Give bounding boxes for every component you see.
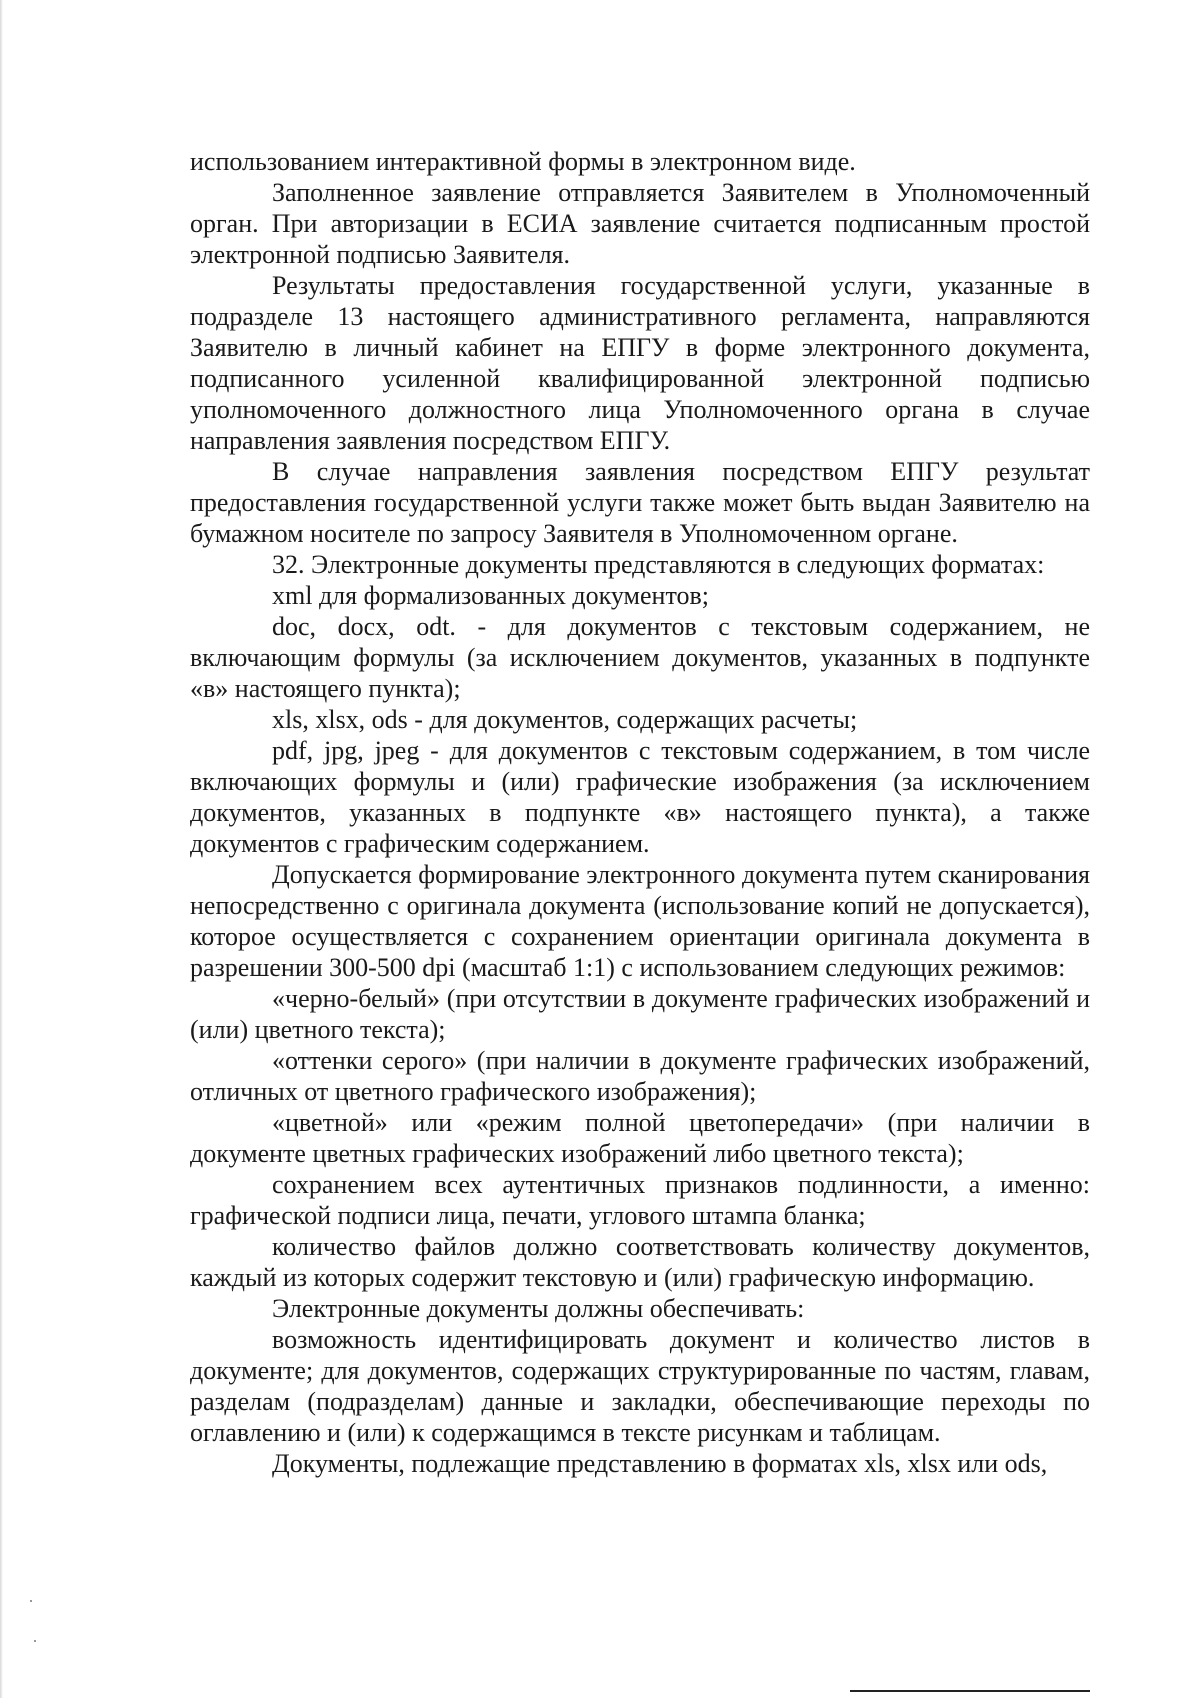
paragraph: сохранением всех аутентичных признаков подлинности, а именно: графической подписи лица, печати, углового штампа бланка;	[190, 1170, 1090, 1230]
paragraph: Электронные документы должны обеспечивать:	[272, 1294, 805, 1323]
scan-speck	[34, 1640, 36, 1642]
paragraph: Заполненное заявление отправляется Заявителем в Уполномоченный орган. При авторизации в ЕСИА заявление считается подписанным простой электронной подписью Заявителя.	[190, 178, 1090, 269]
paragraph: Документы, подлежащие представлению в форматах xls, xlsx или ods,	[272, 1449, 1048, 1478]
paragraph: использованием интерактивной формы в электронном виде.	[190, 147, 856, 176]
bottom-rule	[850, 1690, 1090, 1692]
paragraph: xls, xlsx, ods - для документов, содержащих расчеты;	[272, 705, 858, 734]
paragraph: doc, docx, odt. - для документов с текстовым содержанием, не включающим формулы (за исключением документов, указанных в подпункте «в» настоящего пункта);	[190, 612, 1090, 703]
paragraph: «цветной» или «режим полной цветопередачи» (при наличии в документе цветных графических изображений либо цветного текста);	[190, 1108, 1090, 1168]
paragraph: возможность идентифицировать документ и количество листов в документе; для документов, содержащих структурированные по частям, главам, разделам (подразделам) данные и закладки, обеспечивающие переходы по оглавлению и (или) к содержащимся в тексте рисункам и таблицам.	[190, 1325, 1090, 1447]
paragraph: pdf, jpg, jpeg - для документов с текстовым содержанием, в том числе включающих формулы и (или) графические изображения (за исключением документов, указанных в подпункте «в» настоящего пункта), а также документов с графическим содержанием.	[190, 736, 1090, 858]
paragraph: Результаты предоставления государственной услуги, указанные в подразделе 13 настоящего административного регламента, направляются Заявителю в личный кабинет на ЕПГУ в форме электронного документа, подписанного усиленной квалифицированной электронной подписью уполномоченного должностного лица Уполномоченного органа в случае направления заявления посредством ЕПГУ.	[190, 271, 1090, 455]
paragraph: Допускается формирование электронного документа путем сканирования непосредственно с оригинала документа (использование копий не допускается), которое осуществляется с сохранением ориентации оригинала документа в разрешении 300-500 dpi (масштаб 1:1) с использованием следующих режимов:	[190, 860, 1090, 982]
paragraph: В случае направления заявления посредством ЕПГУ результат предоставления государственной услуги также может быть выдан Заявителю на бумажном носителе по запросу Заявителя в Уполномоченном органе.	[190, 457, 1090, 548]
paragraph: xml для формализованных документов;	[272, 581, 709, 610]
paragraph: «оттенки серого» (при наличии в документе графических изображений, отличных от цветного графического изображения);	[190, 1046, 1090, 1106]
scan-speck	[30, 1600, 32, 1602]
paragraph: 32. Электронные документы представляются в следующих форматах:	[272, 550, 1045, 579]
document-body	[190, 146, 1090, 1479]
paragraph: количество файлов должно соответствовать количеству документов, каждый из которых содержит текстовую и (или) графическую информацию.	[190, 1232, 1090, 1292]
paragraph: «черно-белый» (при отсутствии в документе графических изображений и (или) цветного текста);	[190, 984, 1090, 1044]
scan-edge-shadow	[0, 0, 3, 1698]
